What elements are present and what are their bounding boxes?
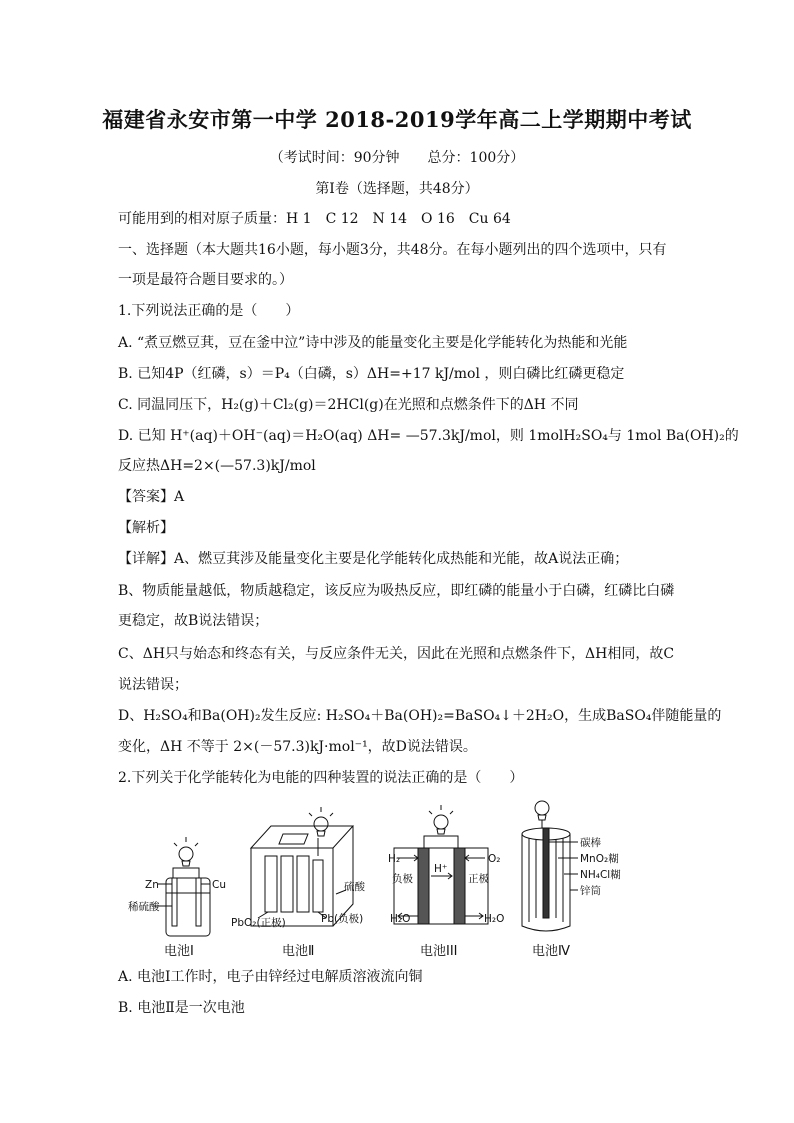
q1-detail-line-6: D、H₂SO₄和Ba(OH)₂发生反应: H₂SO₄＋Ba(OH)₂=BaSO₄↓＋2H₂O，生成BaSO₄伴随能量的	[118, 708, 722, 724]
battery-4-nh4cl-label: NH₄Cl糊	[580, 869, 621, 881]
battery-1-zn-label: Zn	[145, 879, 159, 891]
q1-option-b: B. 已知4P（红磷，s）＝P₄（白磷，s）ΔH=+17 kJ/mol ，则白磷比红磷更稳定	[118, 366, 625, 382]
atomic-masses: 可能用到的相对原子质量：H 1 C 12 N 14 O 16 Cu 64	[118, 211, 511, 227]
battery-1-caption: 电池Ⅰ	[164, 944, 194, 959]
battery-4-figure	[522, 801, 578, 931]
q1-answer: 【答案】A	[118, 489, 185, 505]
exam-info: （考试时间：90分钟 总分：100分）	[269, 150, 525, 166]
battery-2-pb-label: Pb(负极)	[321, 913, 364, 925]
q1-analysis-label: 【解析】	[118, 520, 174, 536]
q2-option-b: B. 电池Ⅱ是一次电池	[118, 1000, 245, 1016]
battery-4-caption: 电池Ⅳ	[532, 944, 570, 959]
battery-3-o2-label: O₂	[488, 853, 501, 865]
q1-option-d-line-1: D. 已知 H⁺(aq)＋OH⁻(aq)＝H₂O(aq) ΔH= —57.3kJ/mol，则 1molH₂SO₄与 1mol Ba(OH)₂的	[118, 428, 739, 444]
battery-3-positive-label: 正极	[468, 873, 489, 885]
battery-2-caption: 电池Ⅱ	[282, 944, 315, 959]
battery-diagram	[118, 798, 686, 960]
battery-3-h2o-left-label: H₂O	[390, 913, 411, 925]
battery-2-acid-label: 硫酸	[344, 881, 365, 893]
q2-stem: 2.下列关于化学能转化为电能的四种装置的说法正确的是（ ）	[118, 770, 524, 786]
q1-option-a: A. “煮豆燃豆萁，豆在釜中泣”诗中涉及的能量变化主要是化学能转化为热能和光能	[118, 335, 628, 351]
battery-3-negative-label: 负极	[392, 873, 413, 885]
q1-detail-line-3: 更稳定，故B说法错误；	[118, 613, 269, 629]
part-one-line-1: 一、选择题（本大题共16小题，每小题3分，共48分。在每小题列出的四个选项中，只有	[118, 242, 667, 258]
q2-option-a: A. 电池Ⅰ工作时，电子由锌经过电解质溶液流向铜	[118, 969, 423, 985]
q1-stem: 1.下列说法正确的是（ ）	[118, 303, 300, 319]
q1-detail-line-2: B、物质能量越低，物质越稳定，该反应为吸热反应，即红磷的能量小于白磷，红磷比白磷	[118, 583, 675, 599]
battery-2-pbo2-label: PbO₂(正极)	[231, 917, 286, 929]
battery-3-caption: 电池III	[420, 944, 458, 959]
battery-4-zinc-label: 锌筒	[580, 885, 601, 897]
section-title: 第Ⅰ卷（选择题，共48分）	[315, 181, 479, 197]
battery-4-rod-label: 碳棒	[580, 837, 601, 849]
q1-option-c: C. 同温同压下，H₂(g)＋Cl₂(g)＝2HCl(g)在光照和点燃条件下的ΔH 不同	[118, 397, 579, 413]
battery-3-h2o-right-label: H₂O	[484, 913, 505, 925]
battery-1-acid-label: 稀硫酸	[128, 901, 160, 913]
q1-detail-line-4: C、ΔH只与始态和终态有关，与反应条件无关，因此在光照和点燃条件下，ΔH相同，故C	[118, 646, 675, 662]
battery-3-hplus-label: H⁺	[434, 863, 448, 875]
q1-detail-line-5: 说法错误；	[118, 677, 188, 693]
battery-3-h2-label: H₂	[388, 853, 401, 865]
part-one-line-2: 一项是最符合题目要求的。）	[118, 272, 293, 288]
battery-1-cu-label: Cu	[212, 879, 226, 891]
battery-1-figure	[154, 837, 210, 936]
battery-4-mno2-label: MnO₂糊	[580, 853, 619, 865]
document-title: 福建省永安市第一中学 2018-2019学年高二上学期期中考试	[102, 107, 692, 132]
q1-detail-line-1: 【详解】A、燃豆萁涉及能量变化主要是化学能转化成热能和光能，故A说法正确；	[118, 551, 629, 567]
q1-option-d-line-2: 反应热ΔH=2×(—57.3)kJ/mol	[118, 458, 316, 474]
q1-detail-line-7: 变化，ΔH 不等于 2×(－57.3)kJ·mol⁻¹，故D说法错误。	[118, 739, 477, 755]
battery-2-figure	[251, 807, 353, 926]
